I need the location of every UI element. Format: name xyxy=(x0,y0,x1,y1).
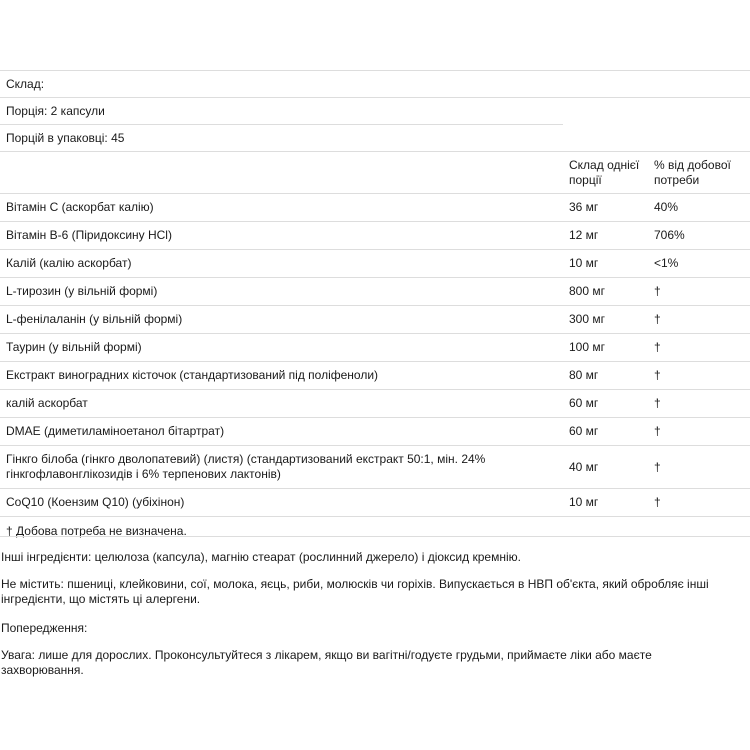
table-row xyxy=(0,334,750,362)
nutrient-name: Вітамін В-6 (Піридоксину HCl) xyxy=(0,222,563,250)
nutrients-table xyxy=(0,151,750,545)
nutrient-amount: 36 мг xyxy=(563,194,648,222)
nutrient-name: калій аскорбат xyxy=(0,390,563,418)
nutrient-name: Гінкго білоба (гінкго дволопатевий) (листя) (стандартизований екстракт 50:1, мін. 24% гінкгофлавонглікозидів і 6% терпенових лактонів) xyxy=(0,446,563,489)
nutrient-dv: † xyxy=(648,306,750,334)
table-row xyxy=(0,390,750,418)
nutrient-name: Вітамін С (аскорбат калію) xyxy=(0,194,563,222)
nutrient-dv: 706% xyxy=(648,222,750,250)
nutrient-amount: 40 мг xyxy=(563,446,648,489)
table-header-row xyxy=(0,152,750,194)
table-row xyxy=(0,489,750,517)
table-row xyxy=(0,306,750,334)
nutrient-amount: 60 мг xyxy=(563,390,648,418)
table-row xyxy=(0,418,750,446)
table-row xyxy=(0,222,750,250)
table-row xyxy=(0,278,750,306)
nutrient-name: CoQ10 (Коензим Q10) (убіхінон) xyxy=(0,489,563,517)
amount-column-header: Склад однієї порції xyxy=(563,152,648,194)
notes-divider xyxy=(0,536,750,537)
nutrient-dv: † xyxy=(648,362,750,390)
composition-heading: Склад: xyxy=(0,70,750,97)
nutrient-amount: 800 мг xyxy=(563,278,648,306)
supplement-facts xyxy=(0,70,750,545)
nutrient-amount: 60 мг xyxy=(563,418,648,446)
table-row xyxy=(0,446,750,489)
nutrient-dv: <1% xyxy=(648,250,750,278)
header-empty-cell xyxy=(0,152,563,194)
dv-column-header: % від добової потреби xyxy=(648,152,750,194)
nutrient-name: L-фенілаланін (у вільній формі) xyxy=(0,306,563,334)
nutrient-dv: † xyxy=(648,334,750,362)
serving-size: Порція: 2 капсули xyxy=(0,97,750,124)
nutrient-dv: † xyxy=(648,278,750,306)
footnote-row xyxy=(0,517,750,546)
nutrient-amount: 80 мг xyxy=(563,362,648,390)
nutrient-name: L-тирозин (у вільній формі) xyxy=(0,278,563,306)
nutrient-name: DMAE (диметиламіноетанол бітартрат) xyxy=(0,418,563,446)
nutrient-amount: 12 мг xyxy=(563,222,648,250)
nutrient-amount: 300 мг xyxy=(563,306,648,334)
nutrient-amount: 10 мг xyxy=(563,250,648,278)
table-row xyxy=(0,362,750,390)
warnings-title: Попередження: xyxy=(1,621,88,635)
table-row xyxy=(0,250,750,278)
nutrient-name: Калій (калію аскорбат) xyxy=(0,250,563,278)
nutrient-name: Таурин (у вільній формі) xyxy=(0,334,563,362)
nutrient-dv: † xyxy=(648,446,750,489)
warning-text: Увага: лише для дорослих. Проконсультуйтеся з лікарем, якщо ви вагітні/годуєте грудьми, приймаєте ліки або маєте захворювання. xyxy=(1,648,652,677)
footnote-text: † Добова потреба не визначена. xyxy=(0,517,750,546)
nutrient-dv: † xyxy=(648,489,750,517)
allergen-info: Не містить: пшениці, клейковини, сої, молока, яєць, риби, молюсків чи горіхів. Випускається в НВП об'єкта, який обробляє інші інгредієнти, що містять ці алергени. xyxy=(1,577,709,606)
nutrient-dv: † xyxy=(648,418,750,446)
nutrient-amount: 100 мг xyxy=(563,334,648,362)
nutrient-dv: † xyxy=(648,390,750,418)
nutrient-dv: 40% xyxy=(648,194,750,222)
table-row xyxy=(0,194,750,222)
nutrient-name: Екстракт виноградних кісточок (стандартизований під поліфеноли) xyxy=(0,362,563,390)
servings-per-container: Порцій в упаковці: 45 xyxy=(0,124,563,151)
other-ingredients: Інші інгредієнти: целюлоза (капсула), магнію стеарат (рослинний джерело) і діоксид кремнію. xyxy=(1,550,521,564)
nutrient-amount: 10 мг xyxy=(563,489,648,517)
